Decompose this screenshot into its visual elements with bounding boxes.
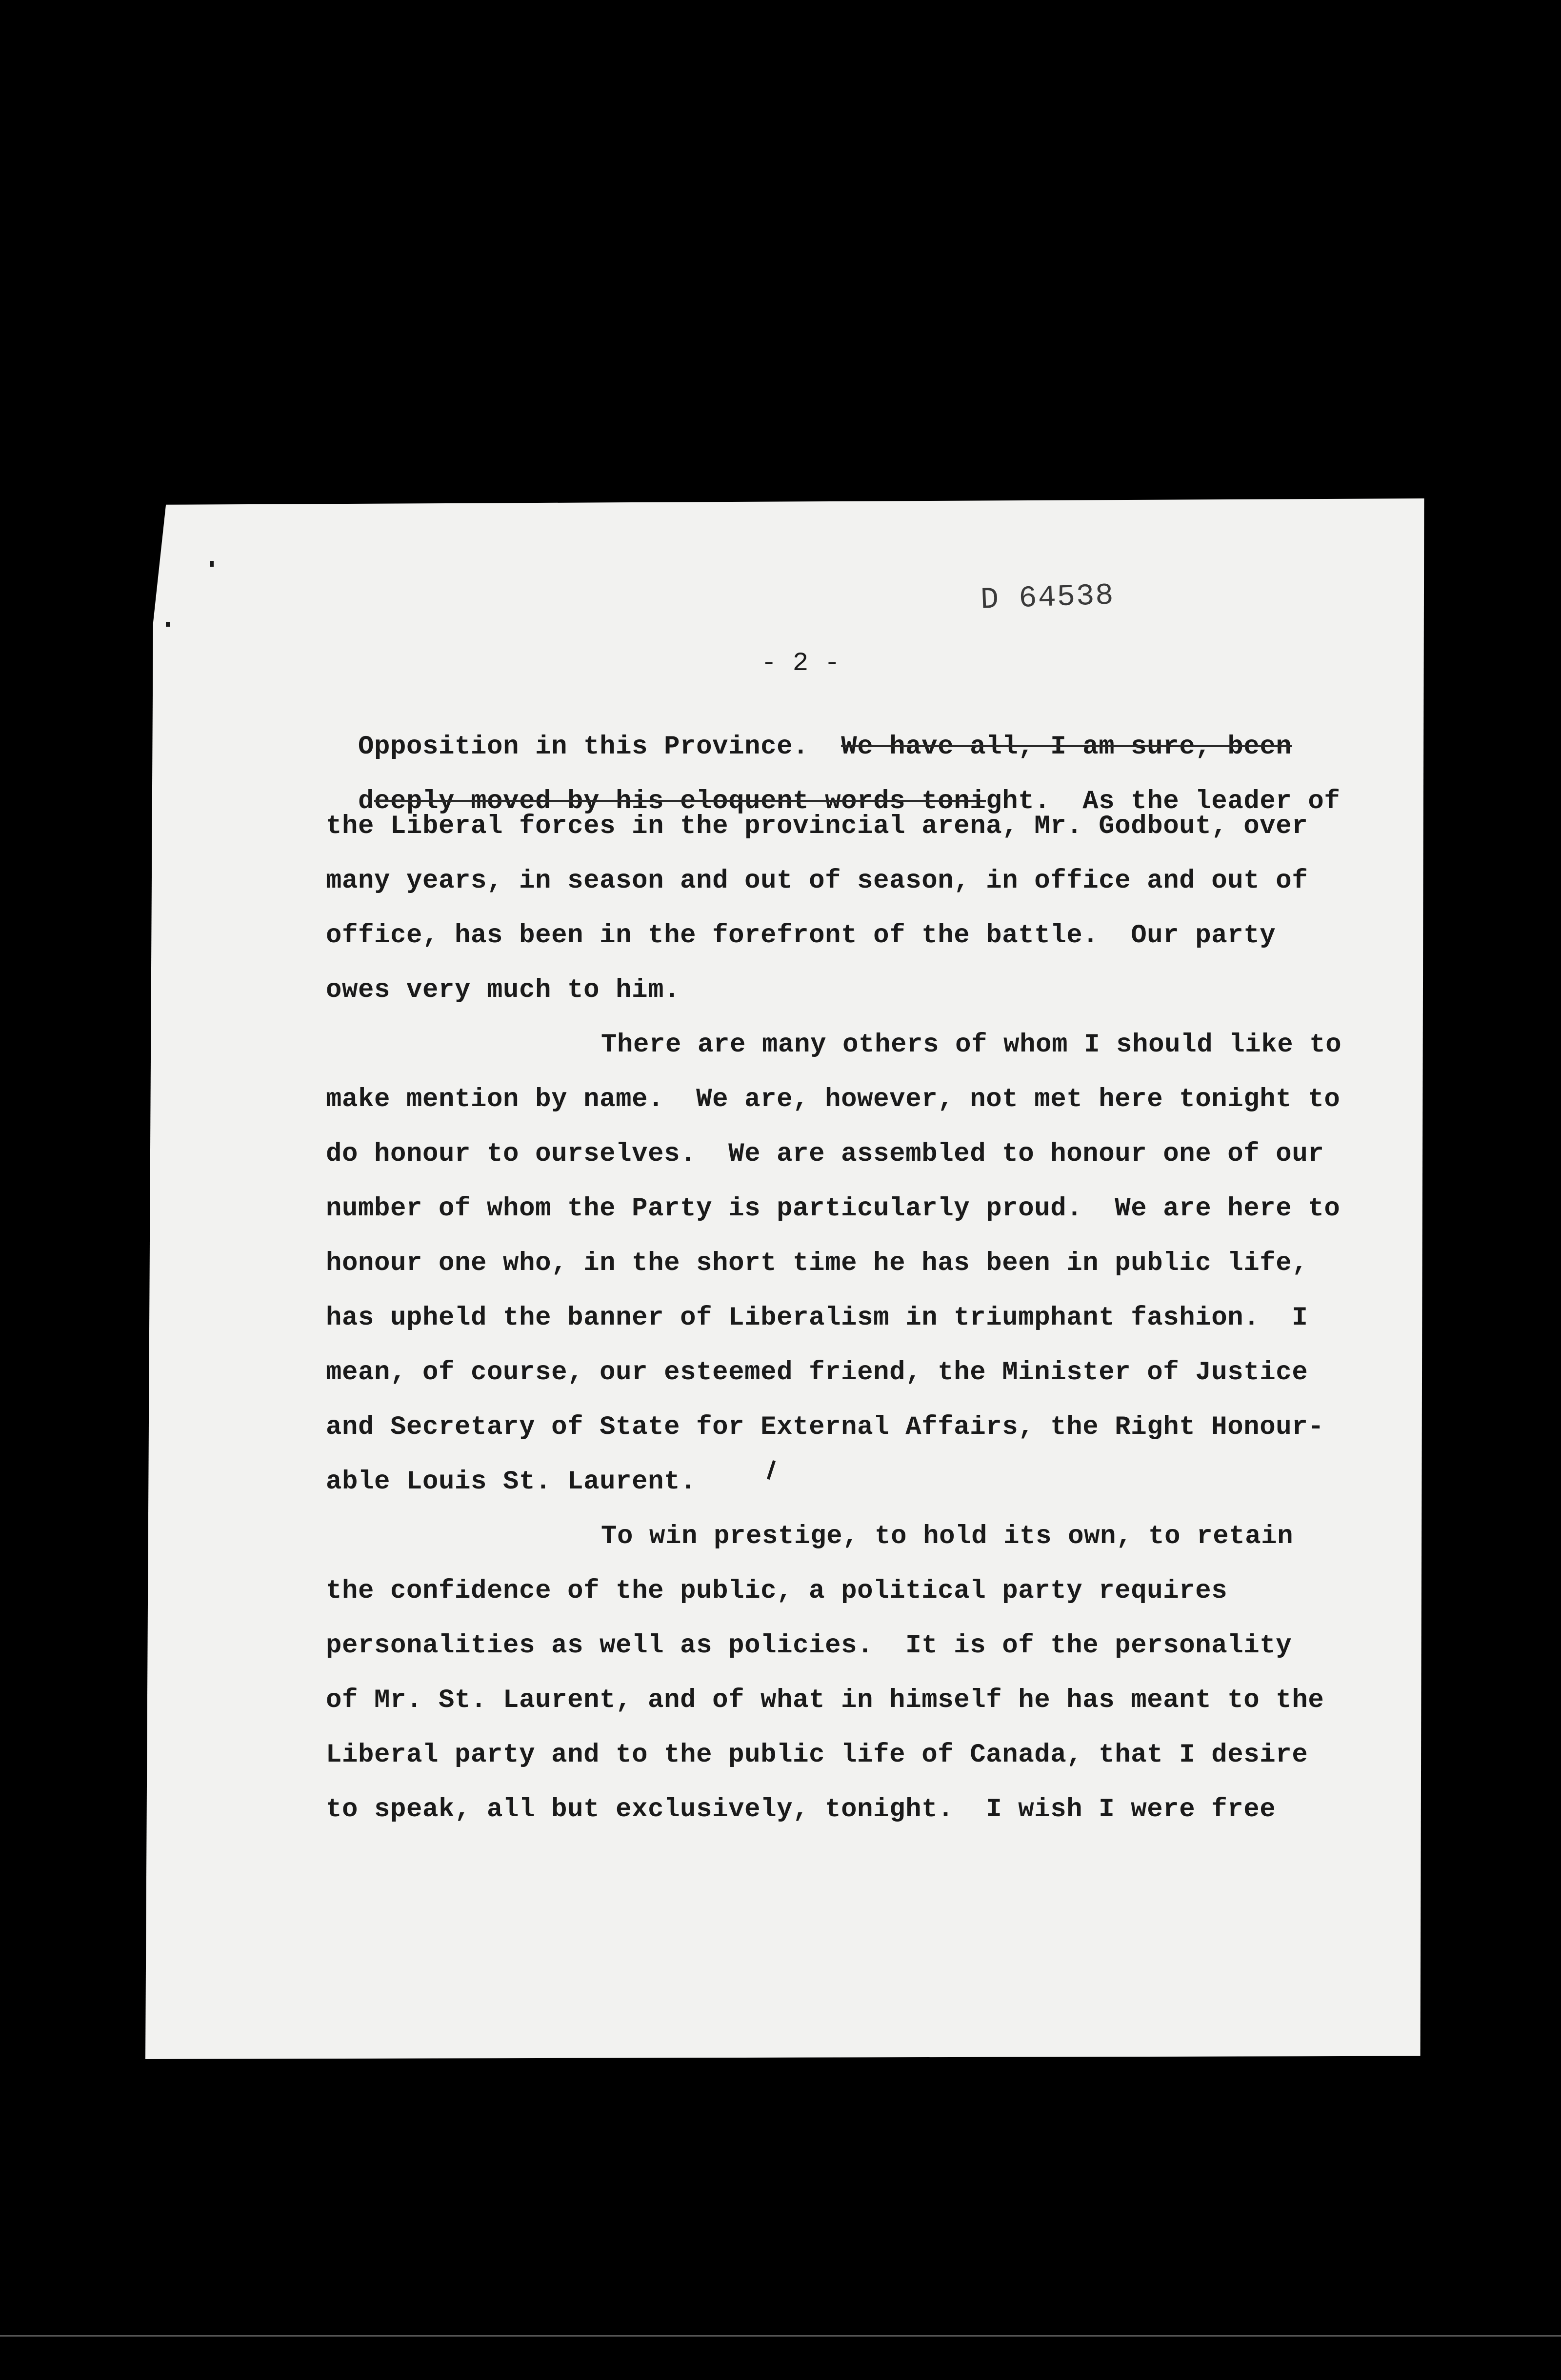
line-text: d [358, 787, 375, 816]
text-line [326, 757, 1340, 816]
text-line: and Secretary of State for External Affairs, the Right Honour- [326, 1412, 1324, 1442]
text-line: There are many others of whom I should like to [601, 1030, 1342, 1060]
struck-text: eeply moved by his eloquent words toni [374, 787, 986, 816]
text-line: Liberal party and to the public life of Canada, that I desire [326, 1740, 1308, 1770]
text-line: honour one who, in the short time he has been in public life, [326, 1249, 1308, 1278]
bottom-rule [0, 2335, 1561, 2337]
archive-number: D 64538 [980, 578, 1115, 617]
text-line: mean, of course, our esteemed friend, the Minister of Justice [326, 1358, 1308, 1388]
page-number: - 2 - [761, 649, 841, 678]
speck-mark [210, 561, 214, 567]
text-line: number of whom the Party is particularly proud. We are here to [326, 1194, 1341, 1224]
speck-mark [166, 622, 170, 627]
text-line: to speak, all but exclusively, tonight. I wish I were free [326, 1795, 1276, 1825]
text-line: the confidence of the public, a political party requires [326, 1576, 1228, 1606]
text-line: personalities as well as policies. It is of the personality [326, 1631, 1292, 1661]
line-text: Opposition in this Province. [358, 732, 841, 762]
text-line: many years, in season and out of season, in office and out of [326, 866, 1308, 896]
text-line: of Mr. St. Laurent, and of what in himself he has meant to the [326, 1686, 1324, 1715]
line-text: ght. As the leader of [986, 787, 1341, 816]
text-line: owes very much to him. [326, 975, 680, 1005]
text-line: do honour to ourselves. We are assembled to honour one of our [326, 1139, 1324, 1169]
text-line: office, has been in the forefront of the battle. Our party [326, 921, 1276, 951]
text-line [326, 702, 1292, 762]
text-line: make mention by name. We are, however, not met here tonight to [326, 1085, 1341, 1114]
text-line: the Liberal forces in the provincial arena, Mr. Godbout, over [326, 812, 1308, 841]
text-line: To win prestige, to hold its own, to retain [601, 1522, 1294, 1551]
struck-text: We have all, I am sure, been [841, 732, 1292, 762]
text-line: able Louis St. Laurent. [326, 1467, 697, 1497]
text-line: has upheld the banner of Liberalism in triumphant fashion. I [326, 1303, 1308, 1333]
